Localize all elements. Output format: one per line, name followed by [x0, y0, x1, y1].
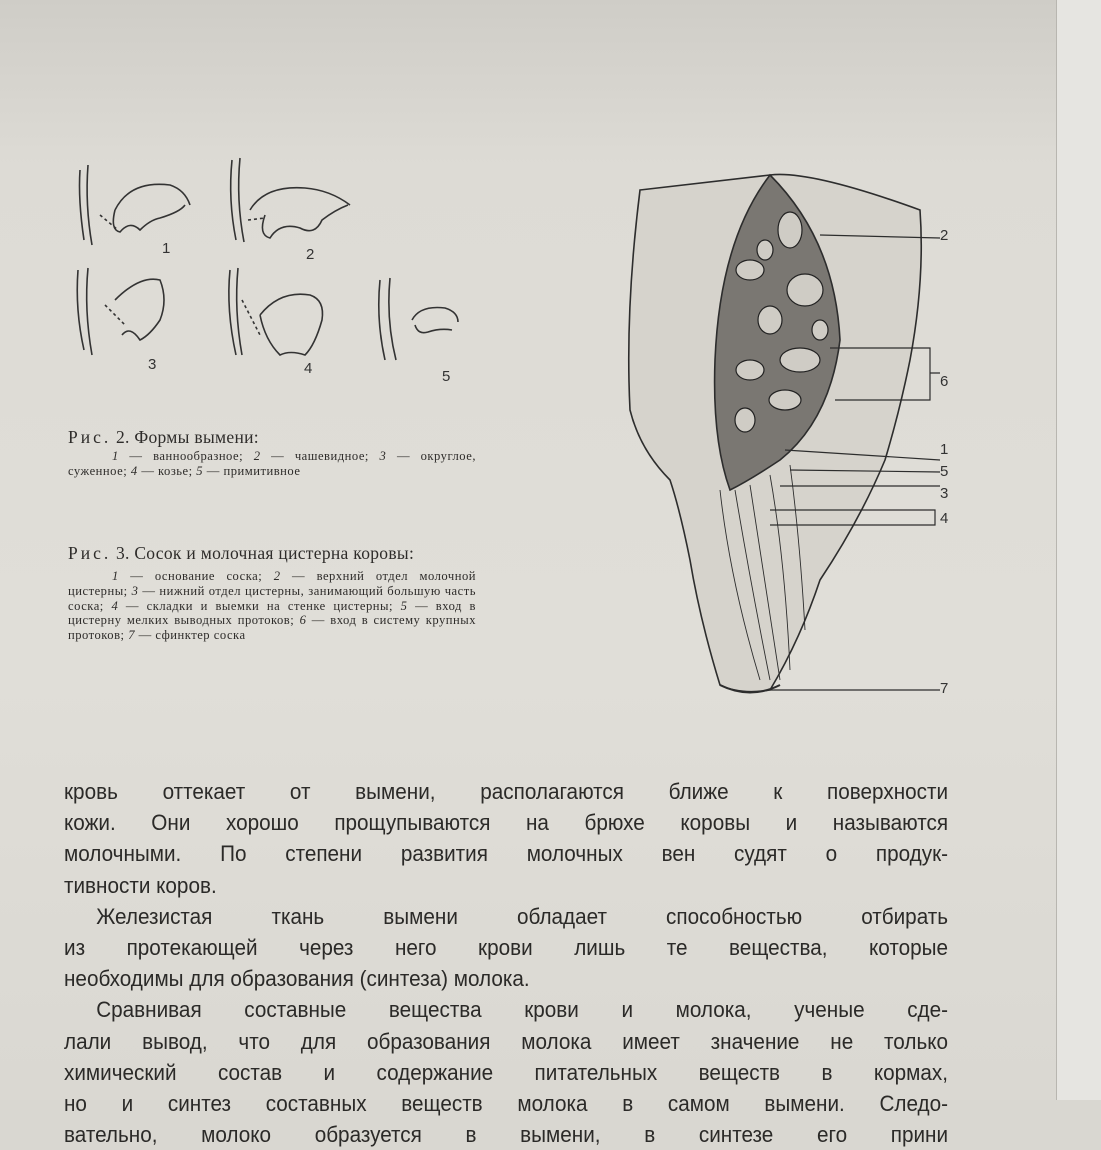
teat-label-6: 6: [940, 373, 949, 390]
teat-label-7: 7: [940, 680, 949, 697]
item-num: 6: [299, 613, 307, 628]
item-text: — сфинктер соска: [138, 628, 246, 643]
item-text: — основание соска;: [130, 569, 263, 583]
item-text: — складки и выемки на стенке цистерны;: [125, 598, 393, 613]
udder-shape-4: [229, 268, 323, 355]
item-num: 1: [112, 569, 119, 583]
page-edge: [1056, 0, 1101, 1100]
text-line: Железистая ткань вымени обладает способностью отбирать: [96, 903, 949, 929]
udder-shape-2: [231, 158, 350, 242]
text-line: химический состав и содержание питательных веществ в кормах,: [64, 1059, 949, 1085]
item-text: — вход в цистерну мелких выводных протоков;: [68, 598, 476, 628]
caption-prefix: Рис.: [68, 427, 112, 447]
item-num: 3: [131, 583, 139, 598]
caption-title: 3. Сосок и молочная цистерна коровы:: [115, 543, 415, 563]
udder-shape-5: [379, 278, 458, 360]
figure-3-caption: [68, 542, 476, 643]
udder-shapes-illustration: [60, 150, 480, 390]
text-line: но и синтез составных веществ молока в самом вымени. Следо-: [64, 1091, 949, 1117]
udder-label-1: 1: [162, 240, 171, 257]
text-line: необходимы для образования (синтеза) молока.: [64, 966, 530, 992]
item-text: — вход в систему крупных протоков;: [68, 613, 476, 643]
text-line-cut-off: вательно, молоко образуется в вымени, в синтезе его прини: [64, 1122, 949, 1148]
item-text: — округлое, суженное;: [68, 449, 476, 478]
item-num: 5: [196, 463, 204, 478]
body-text: [64, 776, 949, 1148]
figure-2-caption: [68, 426, 476, 479]
udder-shape-3: [77, 268, 164, 355]
caption-items: [68, 569, 476, 643]
text-line: молочными. По степени развития молочных вен судят о продук-: [64, 841, 949, 867]
text-line: Сравнивая составные вещества крови и молока, ученые сде-: [96, 997, 949, 1023]
item-text: — ваннообразное;: [129, 449, 244, 463]
teat-label-4: 4: [940, 510, 949, 527]
item-num: 5: [400, 598, 408, 613]
teat-label-3: 3: [940, 485, 949, 502]
text-line: лали вывод, что для образования молока имеет значение не только: [64, 1028, 949, 1054]
item-text: — чашевидное;: [271, 449, 369, 463]
item-num: 1: [112, 449, 119, 463]
item-num: 2: [273, 569, 281, 583]
udder-label-4: 4: [304, 360, 313, 377]
caption-title: 2. Формы вымени:: [115, 427, 259, 447]
teat-label-5: 5: [940, 463, 949, 480]
item-text: — верхний отдел молочной цистерны;: [68, 569, 476, 598]
item-num: 3: [379, 449, 387, 463]
item-text: — примитивное: [206, 463, 301, 478]
text-line: из протекающей через него крови лишь те вещества, которые: [64, 935, 949, 961]
teat-cistern-illustration: [620, 160, 960, 700]
teat-label-2: 2: [940, 227, 949, 244]
teat-label-1: 1: [940, 441, 949, 458]
udder-shape-1: [80, 165, 191, 245]
item-num: 4: [130, 463, 138, 478]
item-num: 2: [253, 449, 261, 463]
text-line: кожи. Они хорошо прощупываются на брюхе коровы и называются: [64, 810, 949, 836]
item-text: — нижний отдел цистерны, занимающий большую часть соска;: [68, 583, 476, 613]
item-text: — козье;: [141, 463, 193, 478]
text-line: тивности коров.: [64, 872, 217, 898]
udder-label-3: 3: [148, 356, 157, 373]
caption-items: [68, 449, 476, 479]
caption-prefix: Рис.: [68, 543, 112, 563]
udder-label-5: 5: [442, 368, 451, 385]
item-num: 7: [128, 628, 135, 643]
item-num: 4: [111, 598, 119, 613]
udder-label-2: 2: [306, 246, 315, 263]
text-line: кровь оттекает от вымени, располагаются ближе к поверхности: [64, 779, 949, 804]
